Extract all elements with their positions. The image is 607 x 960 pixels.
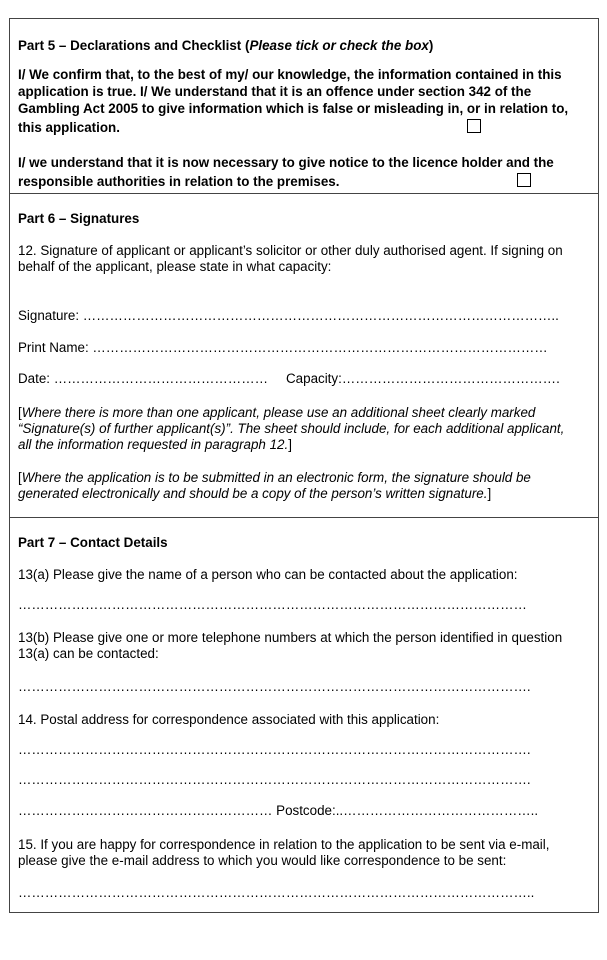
q12-text: 12. Signature of applicant or applicant’s solicitor or other duly authorised agent. If signing on [18, 243, 563, 258]
address-line-2-field[interactable]: ……………………………………………………………………………………………………. [18, 772, 531, 787]
declaration-1-checkbox[interactable] [467, 119, 481, 133]
contact-name-field[interactable]: …………………………………………………………………………………………………… [18, 597, 527, 612]
q13b-text: 13(a) can be contacted: [18, 646, 159, 661]
q13a-text: 13(a) Please give the name of a person who can be contacted about the application: [18, 567, 518, 582]
q12-text: behalf of the applicant, please state in what capacity: [18, 259, 332, 274]
declaration-2-checkbox[interactable] [517, 173, 531, 187]
date-field[interactable]: Date: ………………………………………… [18, 371, 268, 386]
part6-section [10, 194, 598, 518]
declaration-1-line: I/ We confirm that, to the best of my/ our knowledge, the information contained in this [18, 67, 562, 82]
q15-text: please give the e-mail address to which you would like correspondence to be sent: [18, 853, 507, 868]
electronic-signature-note-line: generated electronically and should be a copy of the person’s written signature.] [18, 486, 492, 501]
email-field[interactable]: …………………………………………………………………………………………………….. [18, 885, 535, 900]
declaration-2-line: I/ we understand that it is now necessary to give notice to the licence holder and the [18, 155, 554, 170]
address-postcode-field[interactable]: ………………………………………………… Postcode:..…………………………………….. [18, 803, 539, 818]
q13b-text: 13(b) Please give one or more telephone numbers at which the person identified in question [18, 630, 563, 645]
declaration-1-line: this application. [18, 120, 120, 135]
capacity-field[interactable]: Capacity:…………………………………………. [286, 371, 560, 386]
declaration-1-line: Gambling Act 2005 to give information which is false or misleading in, or in relation to, [18, 101, 569, 116]
telephone-field[interactable]: ……………………………………………………………………………………………………. [18, 679, 531, 694]
part5-section [10, 19, 598, 194]
part7-heading: Part 7 – Contact Details [18, 535, 168, 550]
multiple-applicants-note-line: [Where there is more than one applicant, please use an additional sheet clearly marked [18, 405, 536, 420]
print-name-field[interactable]: Print Name: ………………………………………………………………………………………… [18, 340, 548, 355]
declaration-2-line: responsible authorities in relation to the premises. [18, 174, 340, 189]
multiple-applicants-note-line: all the information requested in paragraph 12.] [18, 437, 292, 452]
electronic-signature-note-line: [Where the application is to be submitted in an electronic form, the signature should be [18, 470, 531, 485]
multiple-applicants-note-line: “Signature(s) of further applicant(s)”. The sheet should include, for each additional applicant, [18, 421, 565, 436]
q15-text: 15. If you are happy for correspondence in relation to the application to be sent via e-mail, [18, 837, 550, 852]
declaration-1-line: application is true. I/ We understand that it is an offence under section 342 of the [18, 84, 532, 99]
signature-field[interactable]: Signature: …………………………………………………………………………………………….. [18, 308, 559, 323]
address-line-1-field[interactable]: ……………………………………………………………………………………………………. [18, 742, 531, 757]
part5-heading: Part 5 – Declarations and Checklist (Please tick or check the box) [18, 38, 434, 53]
application-form-frame [9, 18, 599, 913]
q14-text: 14. Postal address for correspondence associated with this application: [18, 712, 440, 727]
part6-heading: Part 6 – Signatures [18, 211, 140, 226]
part7-section [10, 518, 598, 912]
